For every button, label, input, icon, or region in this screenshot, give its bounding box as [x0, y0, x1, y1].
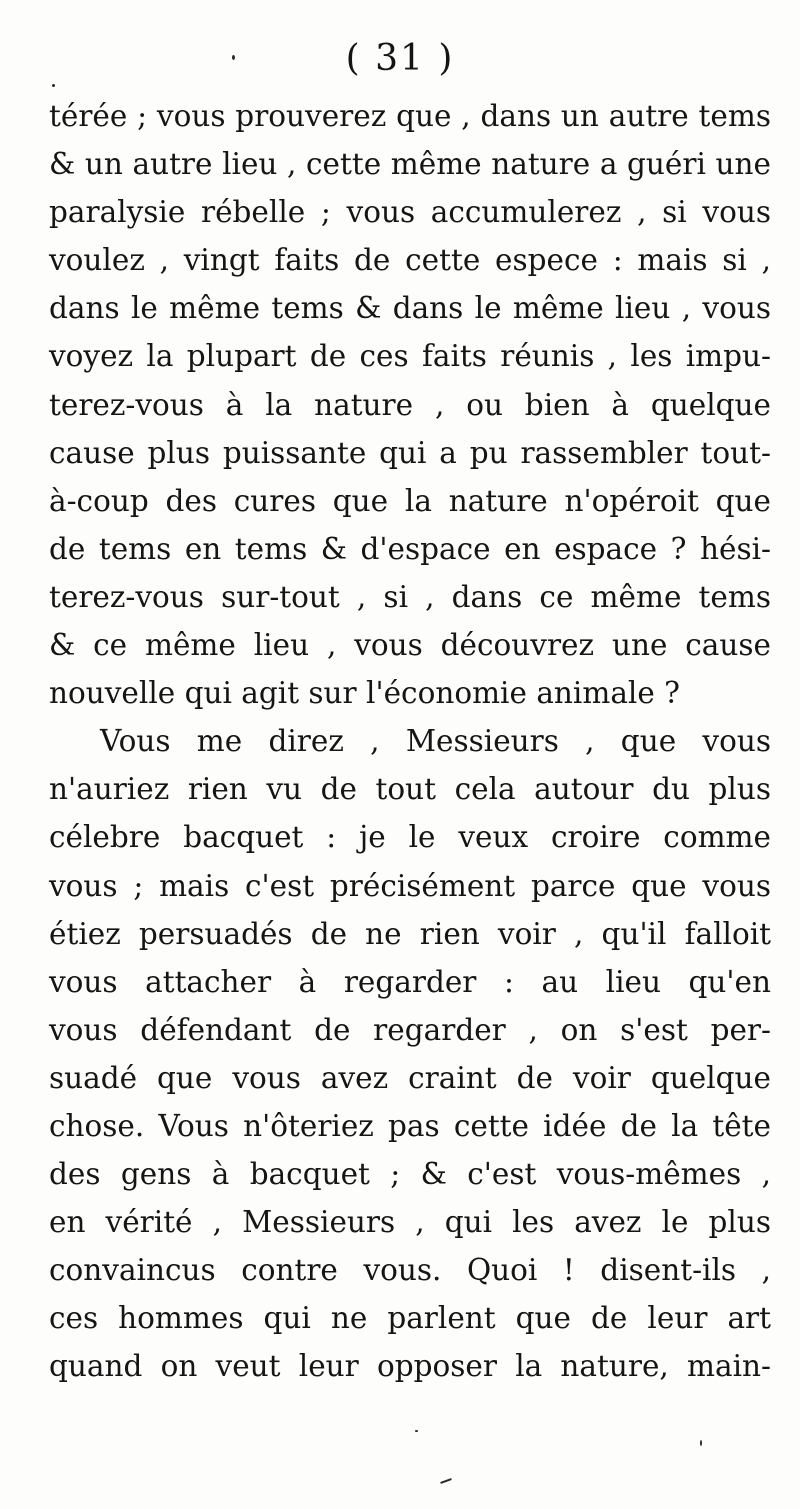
ink-speck: [440, 1478, 452, 1484]
body-text: [49, 92, 771, 1391]
text-line: vous attacher à regarder : au lieu qu'en: [49, 964, 771, 999]
text-line: térée ; vous prouverez que , dans un autre tems: [49, 99, 771, 133]
text-line: & ce même lieu , vous découvrez une cause: [49, 628, 771, 663]
text-line: à-coup des cures que la nature n'opéroit que: [49, 483, 771, 518]
text-line: en vérité , Messieurs , qui les avez le plus: [49, 1205, 771, 1240]
ink-speck: [52, 84, 55, 87]
ink-speck: [232, 55, 235, 60]
text-line: dans le même tems & dans le même lieu , vous: [49, 291, 771, 326]
text-line: célebre bacquet : je le veux croire comme: [49, 820, 771, 855]
text-line: cause plus puissante qui a pu rassembler tout-: [49, 435, 771, 470]
text-line: Vous me direz , Messieurs , que vous: [100, 724, 771, 759]
text-line: voulez , vingt faits de cette espece : mais si ,: [49, 243, 771, 278]
ink-speck: [700, 1440, 702, 1446]
text-line: étiez persuadés de ne rien voir , qu'il falloit: [49, 916, 771, 951]
text-line: suadé que vous avez craint de voir quelque: [49, 1060, 771, 1095]
text-line: ces hommes qui ne parlent que de leur art: [49, 1301, 771, 1336]
text-line: voyez la plupart de ces faits réunis , les impu-: [49, 339, 771, 374]
text-line: des gens à bacquet ; & c'est vous-mêmes ,: [49, 1157, 771, 1192]
text-line: & un autre lieu , cette même nature a guéri une: [49, 147, 771, 182]
text-line: paralysie rébelle ; vous accumulerez , si vous: [49, 195, 771, 230]
ink-speck: [415, 1430, 418, 1432]
text-line: vous défendant de regarder , on s'est per-: [49, 1012, 771, 1047]
text-line: n'auriez rien vu de tout cela autour du plus: [49, 772, 771, 807]
text-line: convaincus contre vous. Quoi ! disent-ils ,: [49, 1253, 771, 1288]
text-line: chose. Vous n'ôteriez pas cette idée de la tête: [49, 1108, 771, 1143]
text-line: terez-vous à la nature , ou bien à quelque: [49, 387, 771, 422]
text-line: nouvelle qui agit sur l'économie animale ?: [49, 676, 680, 711]
text-line: quand on veut leur opposer la nature, main-: [49, 1349, 771, 1384]
text-line: terez-vous sur-tout , si , dans ce même tems: [49, 579, 771, 614]
page-number: ( 31 ): [345, 38, 455, 79]
text-line: de tems en tems & d'espace en espace ? hési-: [49, 531, 771, 566]
text-line: vous ; mais c'est précisément parce que vous: [49, 868, 771, 903]
